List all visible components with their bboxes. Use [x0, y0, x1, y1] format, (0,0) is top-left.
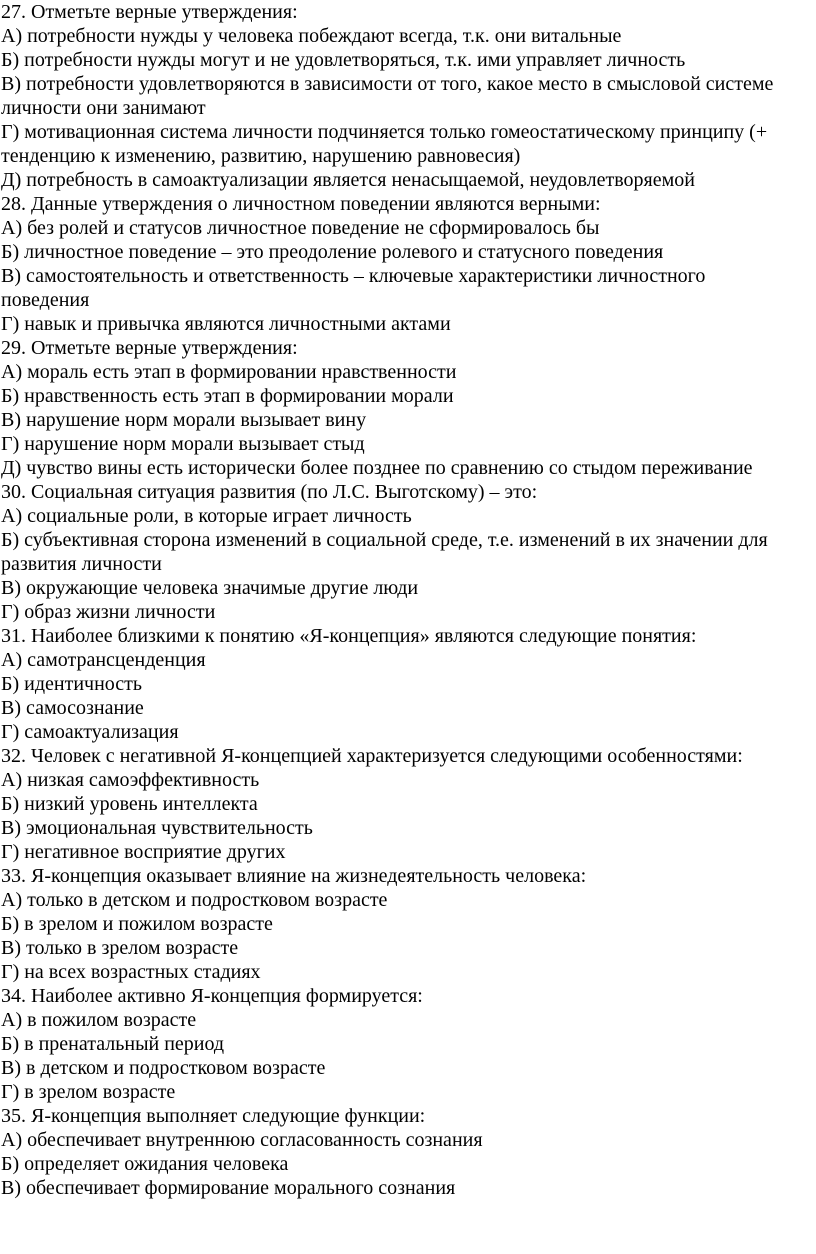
question-35: 35. Я-концепция выполняет следующие функции:	[1, 1105, 426, 1127]
question-34-option-d: Г) в зрелом возрасте	[1, 1081, 176, 1103]
question-30: 30. Социальная ситуация развития (по Л.С. Выготскому) – это:	[1, 481, 538, 503]
question-32-option-a: А) низкая самоэффективность	[1, 769, 260, 791]
question-30-option-d: Г) образ жизни личности	[1, 601, 216, 623]
question-29-option-e: Д) чувство вины есть исторически более позднее по сравнению со стыдом переживание	[1, 457, 753, 479]
question-32-option-b: Б) низкий уровень интеллекта	[1, 793, 258, 815]
question-34-option-a: А) в пожилом возрасте	[1, 1009, 197, 1031]
question-33-option-c: В) только в зрелом возрасте	[1, 937, 239, 959]
question-27-option-d: Г) мотивационная система личности подчиняется только гомеостатическому принципу (+ тенденцию к изменению, развитию, нарушению равновесия)	[1, 121, 768, 167]
question-29-option-c: В) нарушение норм морали вызывает вину	[1, 409, 367, 431]
question-35-option-a: А) обеспечивает внутреннюю согласованность сознания	[1, 1129, 483, 1151]
question-33: 33. Я-концепция оказывает влияние на жизнедеятельность человека:	[1, 865, 587, 887]
question-27: 27. Отметьте верные утверждения:	[1, 1, 298, 23]
question-30-option-a: А) социальные роли, в которые играет личность	[1, 505, 412, 527]
question-27-option-b: Б) потребности нужды могут и не удовлетворяться, т.к. ими управляет личность	[1, 49, 686, 71]
question-28-option-d: Г) навык и привычка являются личностными актами	[1, 313, 451, 335]
question-33-option-a: А) только в детском и подростковом возрасте	[1, 889, 388, 911]
question-28: 28. Данные утверждения о личностном поведении являются верными:	[1, 193, 601, 215]
question-28-option-a: А) без ролей и статусов личностное поведение не сформировалось бы	[1, 217, 600, 239]
question-31-option-d: Г) самоактуализация	[1, 721, 179, 743]
question-29-option-a: А) мораль есть этап в формировании нравственности	[1, 361, 457, 383]
question-34-option-c: В) в детском и подростковом возрасте	[1, 1057, 326, 1079]
question-28-option-c: В) самостоятельность и ответственность – ключевые характеристики личностного поведения	[1, 265, 706, 311]
question-31-option-b: Б) идентичность	[1, 673, 143, 695]
question-29: 29. Отметьте верные утверждения:	[1, 337, 298, 359]
question-35-option-c: В) обеспечивает формирование морального сознания	[1, 1177, 456, 1199]
question-31: 31. Наиболее близкими к понятию «Я-концепция» являются следующие понятия:	[1, 625, 697, 647]
question-33-option-b: Б) в зрелом и пожилом возрасте	[1, 913, 273, 935]
question-27-option-a: А) потребности нужды у человека побеждают всегда, т.к. они витальные	[1, 25, 622, 47]
question-33-option-d: Г) на всех возрастных стадиях	[1, 961, 261, 983]
question-34-option-b: Б) в пренатальный период	[1, 1033, 225, 1055]
question-27-option-e: Д) потребность в самоактуализации является ненасыщаемой, неудовлетворяемой	[1, 169, 695, 191]
question-31-option-a: А) самотрансценденция	[1, 649, 206, 671]
question-29-option-d: Г) нарушение норм морали вызывает стыд	[1, 433, 365, 455]
question-28-option-b: Б) личностное поведение – это преодоление ролевого и статусного поведения	[1, 241, 664, 263]
question-32-option-d: Г) негативное восприятие других	[1, 841, 286, 863]
question-30-option-b: Б) субъективная сторона изменений в социальной среде, т.е. изменений в их значении для развития личности	[1, 529, 768, 575]
question-31-option-c: В) самосознание	[1, 697, 144, 719]
question-32-option-c: В) эмоциональная чувствительность	[1, 817, 313, 839]
question-32: 32. Человек с негативной Я-концепцией характеризуется следующими особенностями:	[1, 745, 743, 767]
question-29-option-b: Б) нравственность есть этап в формировании морали	[1, 385, 454, 407]
question-35-option-b: Б) определяет ожидания человека	[1, 1153, 289, 1175]
question-27-option-c: В) потребности удовлетворяются в зависимости от того, какое место в смысловой системе личности они занимают	[1, 73, 774, 119]
question-34: 34. Наиболее активно Я-концепция формируется:	[1, 985, 423, 1007]
question-30-option-c: В) окружающие человека значимые другие люди	[1, 577, 419, 599]
